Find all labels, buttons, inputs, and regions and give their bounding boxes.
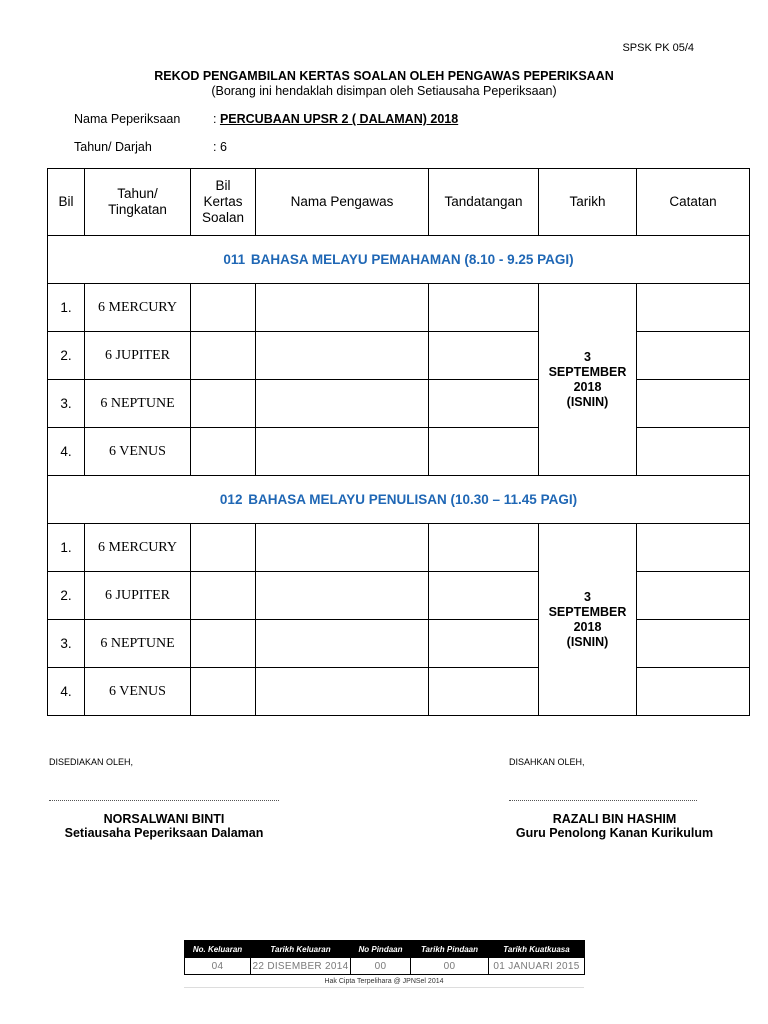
table-row xyxy=(48,524,750,572)
cell-bil-kertas[interactable] xyxy=(191,668,256,716)
cell-catatan[interactable] xyxy=(637,380,750,428)
cell-catatan[interactable] xyxy=(637,668,750,716)
row-class: 6 NEPTUNE xyxy=(85,380,191,428)
header-tahun-line2: Tingkatan xyxy=(108,202,167,217)
cell-catatan[interactable] xyxy=(637,428,750,476)
header-kertas-line2: Kertas xyxy=(203,193,243,209)
row-number: 2. xyxy=(48,572,85,620)
cell-tandatangan[interactable] xyxy=(429,620,539,668)
cell-nama-pengawas[interactable] xyxy=(256,332,429,380)
approved-by-name: RAZALI BIN HASHIM xyxy=(552,812,677,826)
document-title: REKOD PENGAMBILAN KERTAS SOALAN OLEH PENGAWAS PEPERIKSAAN xyxy=(154,69,614,83)
row-class: 6 VENUS xyxy=(85,428,191,476)
prepared-by-name: NORSALWANI BINTI xyxy=(103,812,225,826)
control-value: 00 xyxy=(411,958,489,975)
control-header: Tarikh Kuatkuasa xyxy=(489,941,585,958)
date-month: SEPTEMBER xyxy=(548,604,627,619)
cell-nama-pengawas[interactable] xyxy=(256,380,429,428)
copyright-text: Hak Cipta Terpelihara @ JPNSel 2014 xyxy=(184,978,584,988)
header-catatan: Catatan xyxy=(637,169,750,236)
section-title-cell xyxy=(48,236,750,284)
header-bil: Bil xyxy=(48,169,85,236)
prepared-signature-line xyxy=(49,800,279,801)
row-class: 6 VENUS xyxy=(85,668,191,716)
row-number: 4. xyxy=(48,668,85,716)
row-number: 3. xyxy=(48,620,85,668)
table-row xyxy=(48,620,750,668)
approved-signature-line xyxy=(509,800,697,801)
table-row xyxy=(48,428,750,476)
section-title-cell xyxy=(48,476,750,524)
section-row xyxy=(48,236,750,284)
exam-name-value: : PERCUBAAN UPSR 2 ( DALAMAN) 2018 xyxy=(213,112,459,126)
cell-tandatangan[interactable] xyxy=(429,284,539,332)
control-value: 22 DISEMBER 2014 xyxy=(251,958,351,975)
section-row xyxy=(48,476,750,524)
header-tandatangan: Tandatangan xyxy=(429,169,539,236)
header-nama-pengawas: Nama Pengawas xyxy=(256,169,429,236)
cell-nama-pengawas[interactable] xyxy=(256,428,429,476)
header-tahun-tingkatan xyxy=(85,169,191,236)
control-header: No. Keluaran xyxy=(185,941,251,958)
cell-bil-kertas[interactable] xyxy=(191,284,256,332)
row-class: 6 JUPITER xyxy=(85,572,191,620)
table-row xyxy=(48,332,750,380)
cell-bil-kertas[interactable] xyxy=(191,380,256,428)
row-class: 6 MERCURY xyxy=(85,284,191,332)
cell-catatan[interactable] xyxy=(637,620,750,668)
cell-tandatangan[interactable] xyxy=(429,428,539,476)
approved-by-role: Guru Penolong Kanan Kurikulum xyxy=(515,826,714,840)
section-title: BAHASA MELAYU PENULISAN (10.30 – 11.45 PAGI) xyxy=(248,492,578,507)
date-day: 3 xyxy=(584,349,591,364)
date-weekday: (ISNIN) xyxy=(566,634,609,649)
section-title: BAHASA MELAYU PEMAHAMAN (8.10 - 9.25 PAGI) xyxy=(250,252,574,267)
cell-catatan[interactable] xyxy=(637,524,750,572)
cell-bil-kertas[interactable] xyxy=(191,620,256,668)
header-tarikh: Tarikh xyxy=(539,169,637,236)
form-reference: SPSK PK 05/4 xyxy=(622,42,694,54)
row-number: 2. xyxy=(48,332,85,380)
control-header-row xyxy=(185,941,585,958)
cell-tandatangan[interactable] xyxy=(429,332,539,380)
header-tahun-line1: Tahun/ xyxy=(117,185,158,201)
header-kertas-line1: Bil xyxy=(215,177,231,193)
section-code: 011 xyxy=(223,252,246,267)
class-level-label: Tahun/ Darjah xyxy=(74,140,152,154)
control-value: 01 JANUARI 2015 xyxy=(489,958,585,975)
cell-tandatangan[interactable] xyxy=(429,572,539,620)
cell-bil-kertas[interactable] xyxy=(191,428,256,476)
control-value: 04 xyxy=(185,958,251,975)
date-day: 3 xyxy=(584,589,591,604)
cell-catatan[interactable] xyxy=(637,572,750,620)
exam-name-text: PERCUBAAN UPSR 2 ( DALAMAN) 2018 xyxy=(219,112,459,126)
cell-bil-kertas[interactable] xyxy=(191,572,256,620)
document-control-table xyxy=(184,940,585,975)
row-class: 6 JUPITER xyxy=(85,332,191,380)
class-level-value: : 6 xyxy=(213,140,227,154)
cell-nama-pengawas[interactable] xyxy=(256,572,429,620)
cell-nama-pengawas[interactable] xyxy=(256,668,429,716)
control-value: 00 xyxy=(351,958,411,975)
row-number: 1. xyxy=(48,524,85,572)
control-header: Tarikh Pindaan xyxy=(411,941,489,958)
cell-bil-kertas[interactable] xyxy=(191,332,256,380)
document-subtitle: (Borang ini hendaklah disimpan oleh Setiausaha Peperiksaan) xyxy=(211,84,557,98)
table-row xyxy=(48,572,750,620)
row-number: 4. xyxy=(48,428,85,476)
record-table xyxy=(47,168,750,716)
control-header: Tarikh Keluaran xyxy=(251,941,351,958)
cell-tandatangan[interactable] xyxy=(429,380,539,428)
cell-catatan[interactable] xyxy=(637,284,750,332)
prepared-by-label: DISEDIAKAN OLEH, xyxy=(49,757,134,767)
exam-name-label: Nama Peperiksaan xyxy=(74,112,181,126)
table-header-row xyxy=(48,169,750,236)
cell-nama-pengawas[interactable] xyxy=(256,284,429,332)
header-kertas-line3: Soalan xyxy=(201,210,245,226)
approved-by-label: DISAHKAN OLEH, xyxy=(509,757,585,767)
row-number: 1. xyxy=(48,284,85,332)
cell-tandatangan[interactable] xyxy=(429,524,539,572)
date-year: 2018 xyxy=(573,379,602,394)
section-code: 012 xyxy=(219,492,243,507)
cell-nama-pengawas[interactable] xyxy=(256,524,429,572)
row-class: 6 NEPTUNE xyxy=(85,620,191,668)
control-header: No Pindaan xyxy=(351,941,411,958)
cell-catatan[interactable] xyxy=(637,332,750,380)
table-row xyxy=(48,284,750,332)
table-row xyxy=(48,668,750,716)
cell-nama-pengawas[interactable] xyxy=(256,620,429,668)
date-year: 2018 xyxy=(573,619,602,634)
date-month: SEPTEMBER xyxy=(548,364,627,379)
cell-tandatangan[interactable] xyxy=(429,668,539,716)
date-cell xyxy=(539,524,637,716)
prepared-by-role: Setiausaha Peperiksaan Dalaman xyxy=(64,826,264,840)
table-row xyxy=(48,380,750,428)
row-class: 6 MERCURY xyxy=(85,524,191,572)
date-cell xyxy=(539,284,637,476)
row-number: 3. xyxy=(48,380,85,428)
cell-bil-kertas[interactable] xyxy=(191,524,256,572)
control-value-row xyxy=(185,958,585,975)
header-bil-kertas-soalan xyxy=(191,169,256,236)
date-weekday: (ISNIN) xyxy=(566,394,609,409)
